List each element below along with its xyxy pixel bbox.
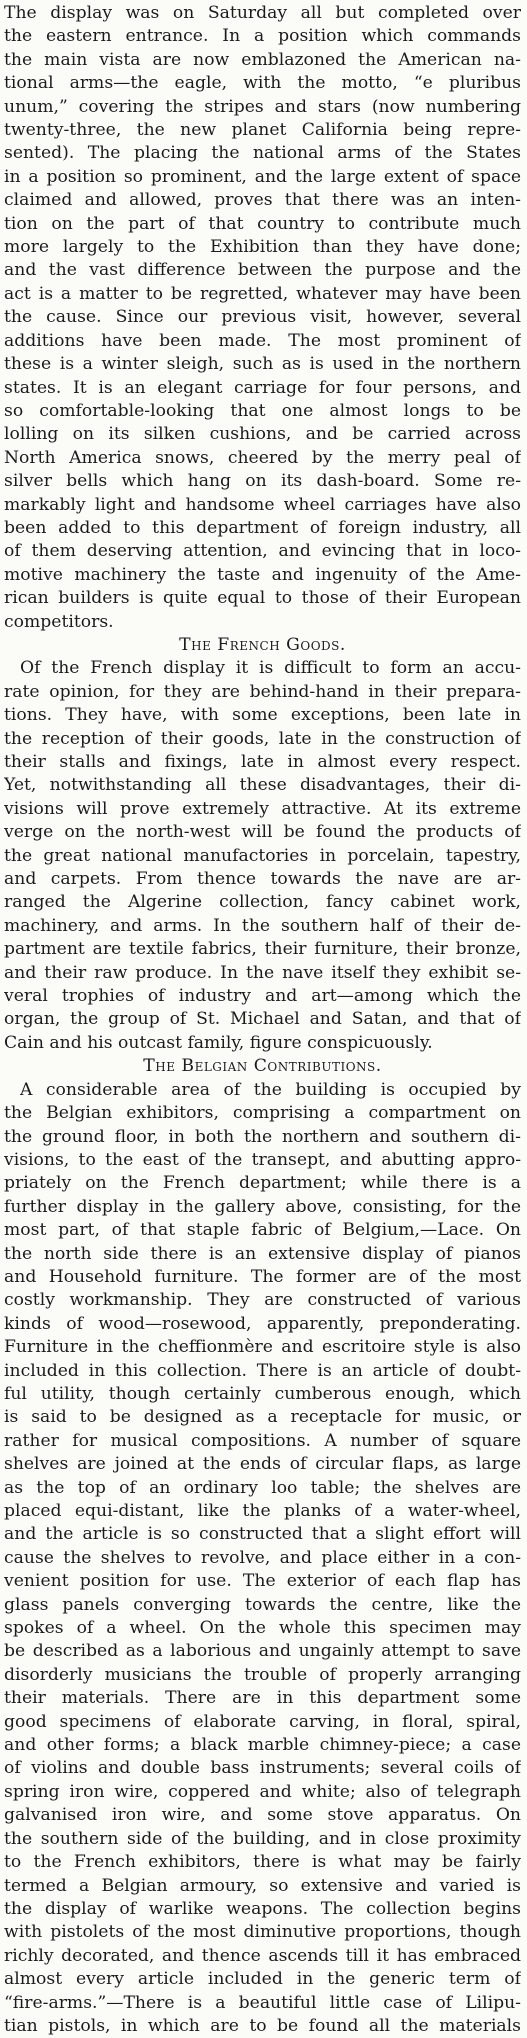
text-line: their stalls and fixings, late in almost every respect. bbox=[4, 752, 521, 772]
text-line: rican builders is quite equal to those of their European bbox=[4, 588, 521, 609]
heading-belgian-contributions: The Belgian Contributions. bbox=[143, 1056, 382, 1077]
text-line: priately on the French department; while there is a bbox=[4, 1173, 521, 1194]
text-line: ranged the Algerine collection, fancy cabinet work, bbox=[4, 892, 521, 913]
text-line: most part, of that staple fabric of Belgium,—Lace. On bbox=[4, 1220, 521, 1241]
text-line: costly workmanship. They are constructed of various bbox=[4, 1290, 521, 1311]
text-line: the great national manufactories in porcelain, tapestry, bbox=[4, 845, 521, 866]
text-line: The display was on Saturday all but completed over bbox=[4, 3, 521, 23]
text-line: visions will prove extremely attractive. At its extreme bbox=[4, 798, 521, 819]
text-line: competitors. bbox=[4, 611, 114, 632]
text-line: in a position so prominent, and the large extent of space bbox=[4, 166, 521, 187]
text-line: “fire-arms.”—There is a beautiful little case of Lilipu- bbox=[4, 1992, 521, 2013]
heading-french-goods: The French Goods. bbox=[179, 634, 346, 655]
text-line: visions, to the east of the transept, and abutting appro- bbox=[4, 1149, 521, 1170]
text-line: markably light and handsome wheel carriages have also bbox=[4, 494, 521, 515]
text-line: act is a matter to be regretted, whatever may have been bbox=[4, 283, 521, 304]
text-line: silver bells which hang on its dash-board. Some re- bbox=[4, 471, 521, 492]
text-line: states. It is an elegant carriage for four persons, and bbox=[4, 377, 521, 398]
text-line: tion on the part of that country to contribute much bbox=[4, 213, 521, 234]
text-line: Yet, notwithstanding all these disadvantages, their di- bbox=[4, 775, 521, 796]
text-line: spring iron wire, coppered and white; also of telegraph bbox=[4, 1781, 521, 1802]
text-line: and their raw produce. In the nave itself they exhibit se- bbox=[4, 962, 521, 983]
text-line: additions have been made. The most prominent of bbox=[4, 330, 521, 351]
text-line: shelves are joined at the ends of circular flaps, as large bbox=[4, 1454, 521, 1475]
text-line: rate opinion, for they are behind-hand in their prepara- bbox=[4, 681, 521, 702]
text-line: North America snows, cheered by the merry peal of bbox=[4, 447, 521, 468]
text-line: motive machinery the taste and ingenuity of the Ame- bbox=[4, 564, 521, 585]
text-line: richly decorated, and thence ascends till it has embraced bbox=[4, 1945, 521, 1966]
text-line: further display in the gallery above, consisting, for the bbox=[4, 1196, 521, 1217]
text-line: partment are textile fabrics, their furniture, their bronze, bbox=[4, 939, 521, 960]
text-line: of violins and double bass instruments; several coils of bbox=[4, 1758, 521, 1779]
text-line: is said to be designed as a receptacle for music, or bbox=[4, 1407, 521, 1428]
text-line: almost every article included in the generic term of bbox=[4, 1969, 521, 1990]
text-line: been added to this department of foreign industry, all bbox=[4, 517, 521, 538]
text-line: Furniture in the cheffionmère and escritoire style is also bbox=[4, 1337, 521, 1358]
text-line: and the article is so constructed that a slight effort will bbox=[4, 1524, 521, 1545]
text-line: and the vast difference between the purpose and the bbox=[4, 260, 521, 281]
text-line: their materials. There are in this department some bbox=[4, 1688, 521, 1709]
text-line: the southern side of the building, and in close proximity bbox=[4, 1828, 521, 1849]
text-line: venient position for use. The exterior of each flap has bbox=[4, 1571, 521, 1592]
text-line: to the French exhibitors, there is what may be fairly bbox=[4, 1852, 521, 1873]
text-line: good specimens of elaborate carving, in floral, spiral, bbox=[4, 1711, 521, 1732]
text-line: placed equi-distant, like the planks of a water-wheel, bbox=[4, 1501, 521, 1521]
text-line: claimed and allowed, proves that there was an inten- bbox=[4, 190, 521, 211]
text-line: the Belgian exhibitors, comprising a compartment on bbox=[4, 1103, 521, 1124]
text-line: included in this collection. There is an article of doubt- bbox=[4, 1360, 521, 1381]
text-line: so comfortable-looking that one almost longs to be bbox=[4, 400, 521, 421]
text-line: the cause. Since our previous visit, however, several bbox=[4, 307, 521, 328]
text-line: the ground floor, in both the northern and southern di- bbox=[4, 1126, 521, 1147]
text-line: lolling on its silken cushions, and be carried across bbox=[4, 424, 521, 445]
section-french bbox=[4, 657, 521, 1055]
text-line: with pistolets of the most diminutive proportions, though bbox=[4, 1922, 521, 1943]
text-line: tional arms—the eagle, with the motto, “e pluribus bbox=[4, 73, 521, 94]
text-line: machinery, and arms. In the southern half of their de- bbox=[4, 915, 521, 936]
text-line: the main vista are now emblazoned the American na- bbox=[4, 49, 521, 70]
section-belgian bbox=[4, 1079, 521, 2038]
text-line: disorderly musicians the trouble of properly arranging bbox=[4, 1664, 521, 1685]
text-line: unum,” covering the stripes and stars (now numbering bbox=[4, 96, 521, 117]
text-line: Of the French display it is difficult to form an accu- bbox=[20, 658, 521, 679]
text-line: the eastern entrance. In a position which commands bbox=[4, 26, 521, 47]
text-line: Cain and his outcast family, figure conspicuously. bbox=[4, 1032, 433, 1053]
text-line: galvanised iron wire, and some stove apparatus. On bbox=[4, 1805, 521, 1826]
text-line: tions. They have, with some exceptions, been late in bbox=[4, 705, 521, 726]
text-line: these is a winter sleigh, such as is used in the northern bbox=[4, 354, 521, 375]
text-line: the display of warlike weapons. The collection begins bbox=[4, 1898, 521, 1919]
text-line: as the top of an ordinary loo table; the shelves are bbox=[4, 1477, 521, 1498]
text-line: the reception of their goods, late in the construction of bbox=[4, 728, 521, 749]
text-line: A considerable area of the building is occupied by bbox=[20, 1079, 521, 1100]
text-line: and carpets. From thence towards the nave are ar- bbox=[4, 869, 521, 890]
text-line: and other forms; a black marble chimney-piece; a case bbox=[4, 1735, 521, 1756]
text-line: more largely to the Exhibition than they have done; bbox=[4, 237, 521, 258]
text-line: organ, the group of St. Michael and Satan, and that of bbox=[4, 1009, 521, 1030]
text-line: verge on the north-west will be found the products of bbox=[4, 822, 521, 843]
text-line: sented). The placing the national arms of the States bbox=[4, 143, 521, 164]
text-line: the north side there is an extensive display of pianos bbox=[4, 1243, 521, 1264]
text-line: glass panels converging towards the centre, like the bbox=[4, 1594, 521, 1615]
text-line: kinds of wood—rosewood, apparently, preponderating. bbox=[4, 1313, 521, 1334]
text-line: spokes of a wheel. On the whole this specimen may bbox=[4, 1618, 521, 1639]
text-line: termed a Belgian armoury, so extensive and varied is bbox=[4, 1875, 521, 1896]
text-line: cause the shelves to revolve, and place either in a con- bbox=[4, 1547, 521, 1568]
text-line: veral trophies of industry and art—among which the bbox=[4, 986, 521, 1007]
text-line: and Household furniture. The former are of the most bbox=[4, 1266, 521, 1287]
text-line: be described as a laborious and ungainly attempt to save bbox=[4, 1641, 521, 1662]
text-line: twenty-three, the new planet California being repre- bbox=[4, 120, 521, 141]
text-line: tian pistols, in which are to be found all the materials bbox=[4, 2015, 521, 2036]
text-line: of them deserving attention, and evincing that in loco- bbox=[4, 541, 521, 562]
section-american bbox=[4, 2, 521, 634]
text-line: rather for musical compositions. A number of square bbox=[4, 1430, 521, 1451]
text-line: ful utility, though certainly cumberous enough, which bbox=[4, 1383, 521, 1404]
